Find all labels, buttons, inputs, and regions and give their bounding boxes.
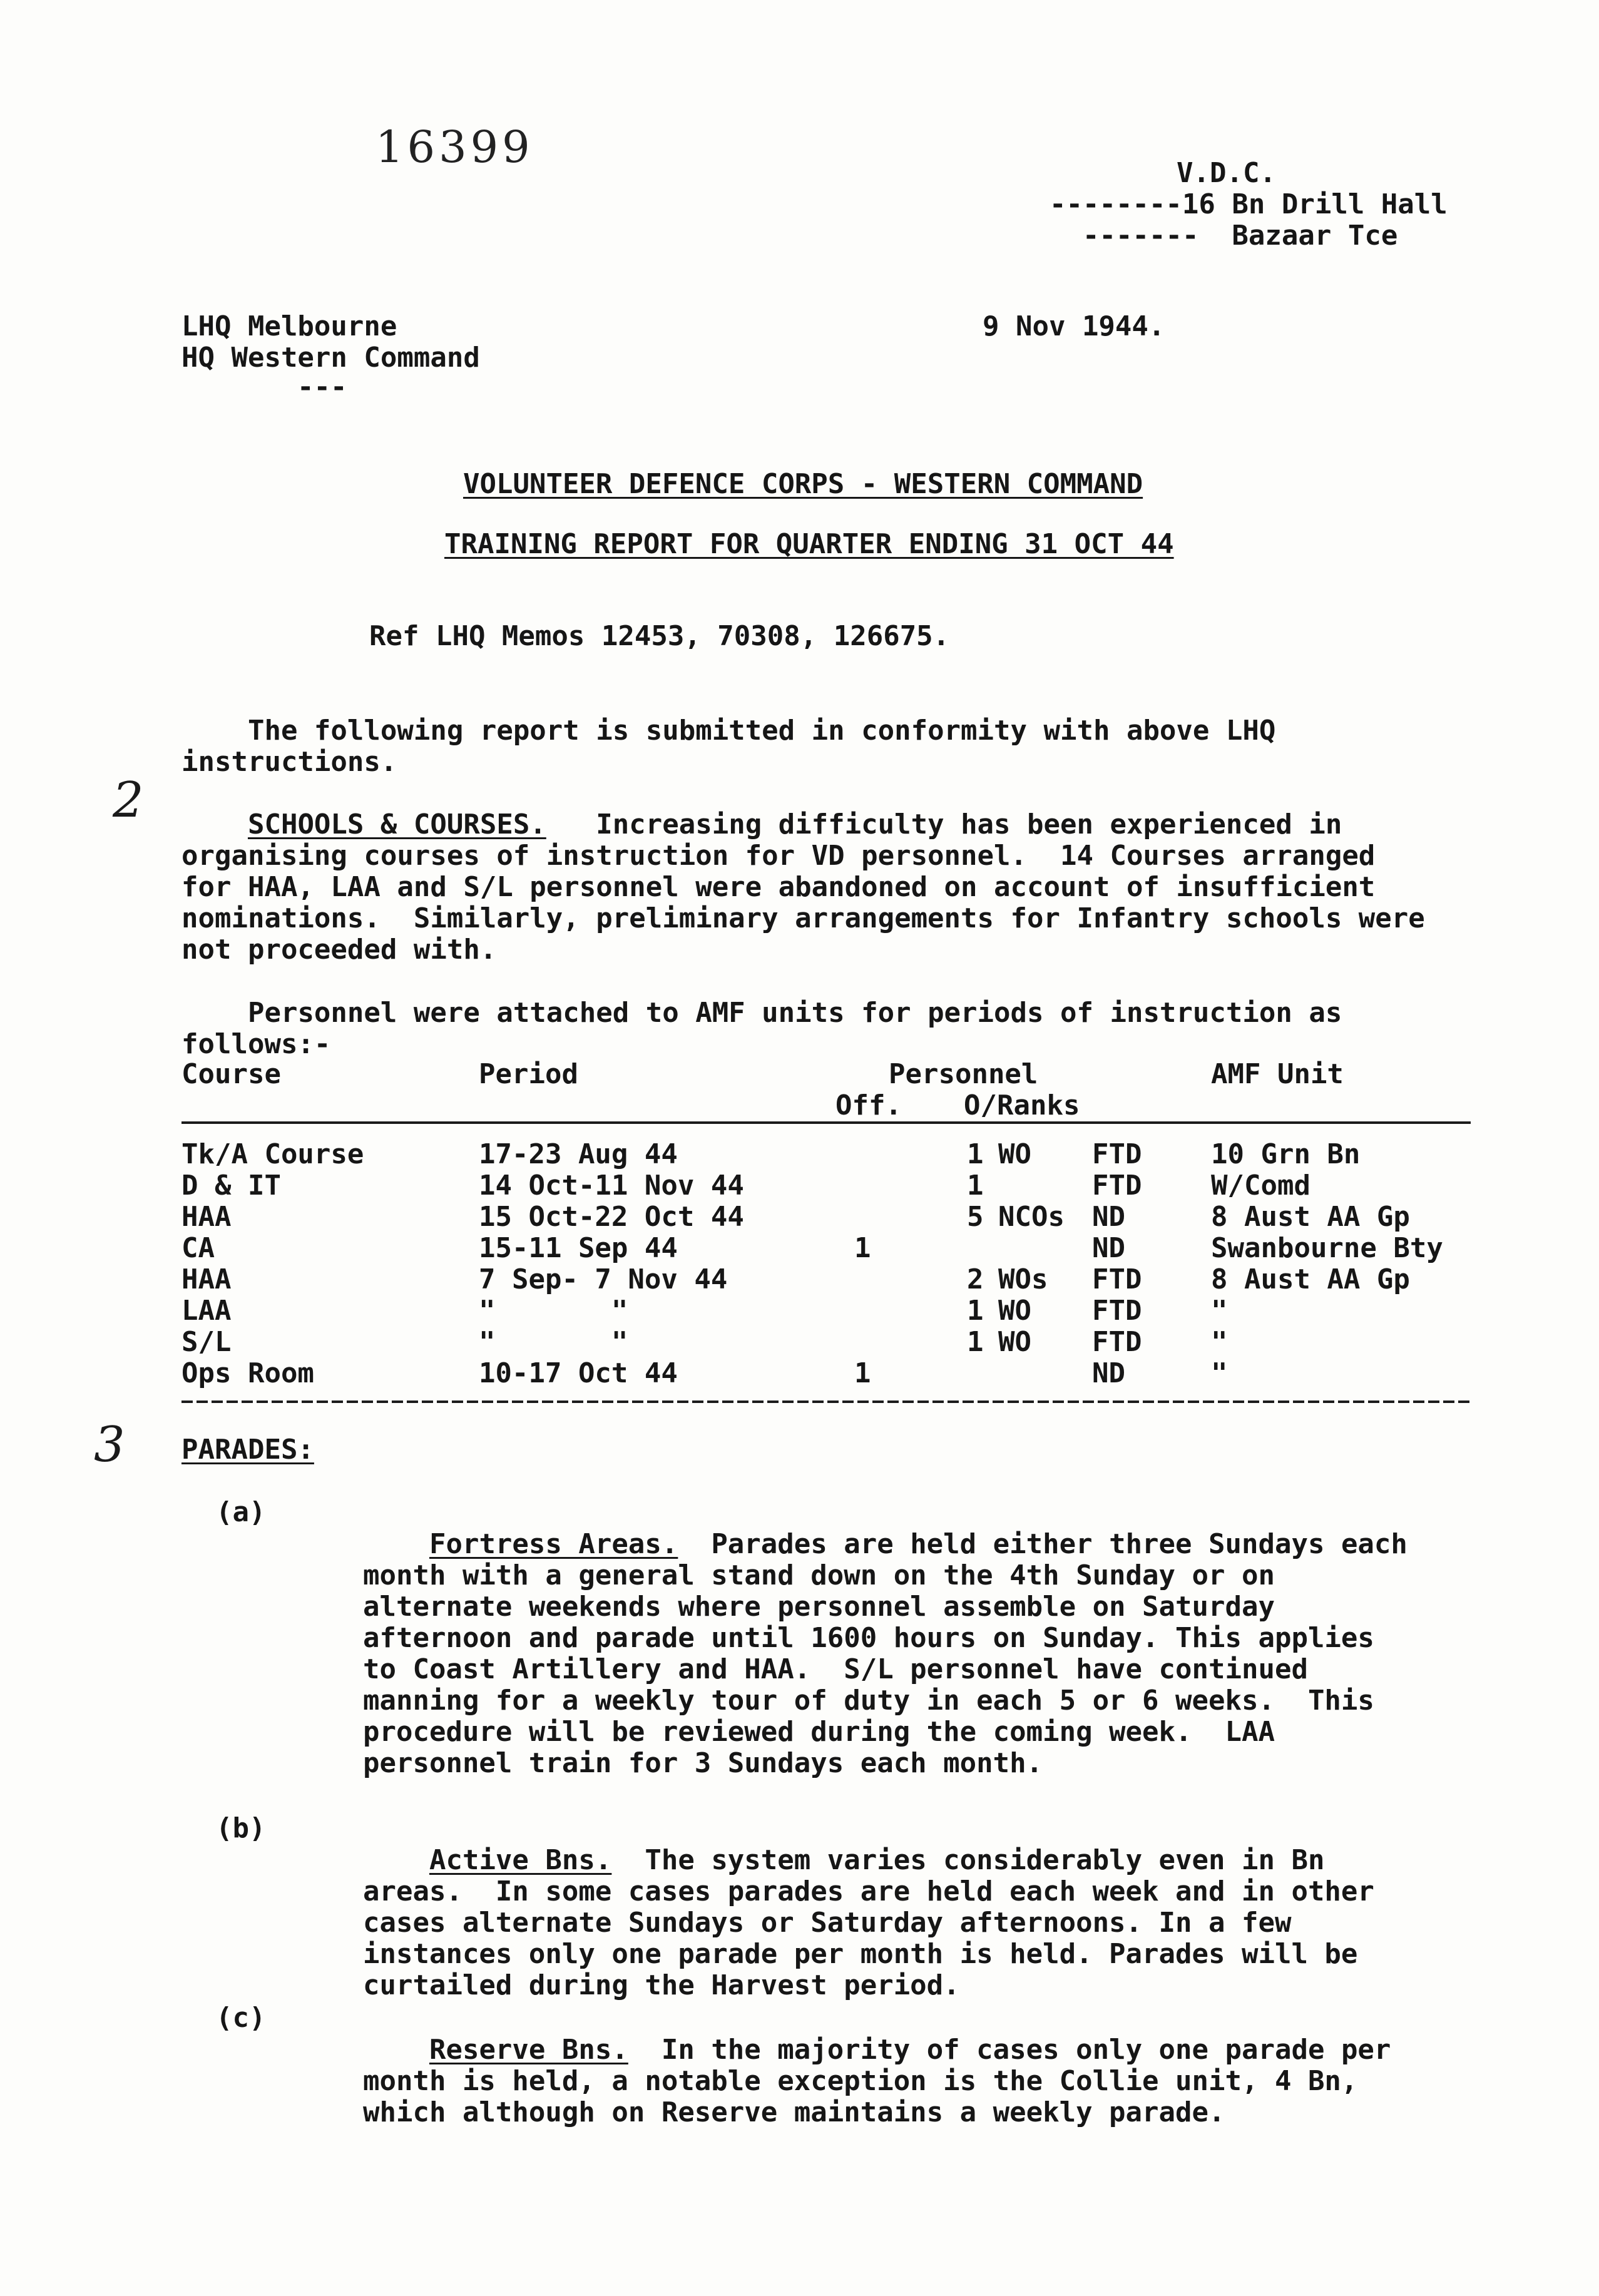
table-top-rule bbox=[181, 1121, 1471, 1124]
table-cell-unit: Swanbourne Bty bbox=[1211, 1232, 1443, 1264]
header-off: Off. bbox=[835, 1089, 902, 1121]
parade-item-c-label: (c) bbox=[216, 2002, 266, 2034]
table-cell-type: FTD bbox=[1092, 1138, 1142, 1170]
table-cell-course: LAA bbox=[181, 1295, 232, 1327]
table-cell-type: FTD bbox=[1092, 1295, 1142, 1327]
table-cell-course: HAA bbox=[181, 1263, 232, 1295]
addressee-1: LHQ Melbourne bbox=[181, 310, 397, 342]
table-cell-num: 1 bbox=[967, 1295, 984, 1327]
table-cell-rank: WO bbox=[998, 1326, 1031, 1358]
table-bottom-rule bbox=[181, 1401, 1471, 1403]
attachment-intro-text: Personnel were attached to AMF units for periods of instruction as follows:- bbox=[181, 997, 1359, 1060]
intro-text: The following report is submitted in conformity with above LHQ instructions. bbox=[181, 715, 1292, 778]
sender-line2: --------16 Bn Drill Hall bbox=[1050, 188, 1448, 220]
table-cell-course: HAA bbox=[181, 1201, 232, 1233]
section-2-body: Increasing difficulty has been experienced in organising courses of instruction for VD personnel. 14 Courses arranged for HAA, LAA and S/L personnel were abandoned on account of insufficient nominations. Similarly, preliminary arrangements for Infantry schools were not proceeded with. bbox=[181, 809, 1442, 966]
header-personnel: Personnel bbox=[889, 1058, 1038, 1090]
header-amf-unit: AMF Unit bbox=[1211, 1058, 1344, 1090]
parade-item-b-heading: Active Bns. bbox=[429, 1844, 612, 1876]
parade-item-a-paragraph bbox=[363, 1498, 1424, 1810]
table-cell-unit: 10 Grn Bn bbox=[1211, 1138, 1361, 1170]
table-cell-unit: W/Comd bbox=[1211, 1170, 1310, 1202]
file-number: 16399 bbox=[375, 121, 534, 173]
section-2-margin-number: 2 bbox=[113, 772, 144, 829]
table-cell-type: FTD bbox=[1092, 1170, 1142, 1202]
addressee-2: HQ Western Command bbox=[181, 342, 480, 374]
reference-line: Ref LHQ Memos 12453, 70308, 126675. bbox=[369, 620, 950, 652]
table-cell-unit: 8 Aust AA Gp bbox=[1211, 1263, 1410, 1295]
table-cell-unit: " bbox=[1211, 1357, 1228, 1389]
table-cell-period: 15 Oct-22 Oct 44 bbox=[479, 1201, 744, 1233]
table-cell-off: 1 bbox=[854, 1357, 871, 1389]
table-cell-num: 5 bbox=[967, 1201, 984, 1233]
table-cell-num: 1 bbox=[967, 1138, 984, 1170]
sender-line3: ------- Bazaar Tce bbox=[1083, 220, 1398, 252]
table-cell-rank: NCOs bbox=[998, 1201, 1065, 1233]
table-cell-type: ND bbox=[1092, 1201, 1125, 1233]
table-cell-unit: 8 Aust AA Gp bbox=[1211, 1201, 1410, 1233]
table-cell-type: FTD bbox=[1092, 1326, 1142, 1358]
table-cell-rank: WO bbox=[998, 1295, 1031, 1327]
table-cell-period: " " bbox=[479, 1326, 628, 1358]
document-title-line1: VOLUNTEER DEFENCE CORPS - WESTERN COMMAND bbox=[463, 468, 1143, 500]
parade-item-c-heading: Reserve Bns. bbox=[429, 2034, 628, 2066]
section-3-heading: PARADES: bbox=[181, 1434, 314, 1466]
table-cell-period: 15-11 Sep 44 bbox=[479, 1232, 678, 1264]
section-2-heading: SCHOOLS & COURSES. bbox=[247, 809, 546, 840]
header-period: Period bbox=[479, 1058, 578, 1090]
table-cell-num: 2 bbox=[967, 1263, 984, 1295]
table-cell-rank: WO bbox=[998, 1138, 1031, 1170]
table-cell-num: 1 bbox=[967, 1326, 984, 1358]
parade-item-b-label: (b) bbox=[216, 1812, 266, 1844]
table-cell-course: Ops Room bbox=[181, 1357, 314, 1389]
table-cell-period: 17-23 Aug 44 bbox=[479, 1138, 678, 1170]
header-course: Course bbox=[181, 1058, 281, 1090]
table-cell-course: D & IT bbox=[181, 1170, 281, 1202]
section-2-paragraph bbox=[181, 778, 1442, 997]
parade-item-a-body: Parades are held either three Sundays each month with a general stand down on the 4th Sunday or on alternate weekends where personnel assemble on Saturday afternoon and parade until 1600 hours on Sunday. This applies to Coast Artillery and HAA. S/L personnel have continued manning for a weekly tour of duty in each 5 or 6 weeks. This procedure will be reviewed during the coming week. LAA personnel train for 3 Sundays each month. bbox=[363, 1528, 1424, 1779]
table-cell-type: FTD bbox=[1092, 1263, 1142, 1295]
table-cell-period: 10-17 Oct 44 bbox=[479, 1357, 678, 1389]
attachment-intro-paragraph bbox=[181, 966, 1359, 1091]
document-title-line2: TRAINING REPORT FOR QUARTER ENDING 31 OCT 44 bbox=[444, 528, 1174, 560]
table-cell-unit: " bbox=[1211, 1295, 1228, 1327]
table-cell-course: S/L bbox=[181, 1326, 232, 1358]
table-cell-rank: WOs bbox=[998, 1263, 1048, 1295]
table-cell-type: ND bbox=[1092, 1357, 1125, 1389]
table-cell-period: 7 Sep- 7 Nov 44 bbox=[479, 1263, 728, 1295]
parade-item-c-paragraph bbox=[363, 2003, 1408, 2160]
parade-item-b-body: The system varies considerably even in Bn areas. In some cases parades are held each week and in other cases alternate Sundays or Saturday afternoons. In a few instances only one parade per month is held. Parades will be curtailed during the Harvest period. bbox=[363, 1844, 1391, 2001]
sender-org: V.D.C. bbox=[1177, 157, 1276, 189]
table-cell-period: 14 Oct-11 Nov 44 bbox=[479, 1170, 744, 1202]
parade-item-b-paragraph bbox=[363, 1814, 1408, 2033]
table-cell-course: CA bbox=[181, 1232, 215, 1264]
parade-item-a-label: (a) bbox=[216, 1496, 266, 1528]
parade-item-a-heading: Fortress Areas. bbox=[429, 1528, 678, 1560]
section-3-margin-number: 3 bbox=[94, 1417, 125, 1473]
table-cell-unit: " bbox=[1211, 1326, 1228, 1358]
addressee-3: --- bbox=[297, 371, 347, 403]
table-cell-period: " " bbox=[479, 1295, 628, 1327]
parade-item-c-body: In the majority of cases only one parade per month is held, a notable exception is the Collie unit, 4 Bn, which although on Reserve maintains a weekly parade. bbox=[363, 2034, 1407, 2128]
table-cell-type: ND bbox=[1092, 1232, 1125, 1264]
table-cell-num: 1 bbox=[967, 1170, 984, 1202]
table-cell-course: Tk/A Course bbox=[181, 1138, 364, 1170]
table-cell-off: 1 bbox=[854, 1232, 871, 1264]
document-date: 9 Nov 1944. bbox=[983, 310, 1165, 342]
header-oranks: O/Ranks bbox=[964, 1089, 1080, 1121]
